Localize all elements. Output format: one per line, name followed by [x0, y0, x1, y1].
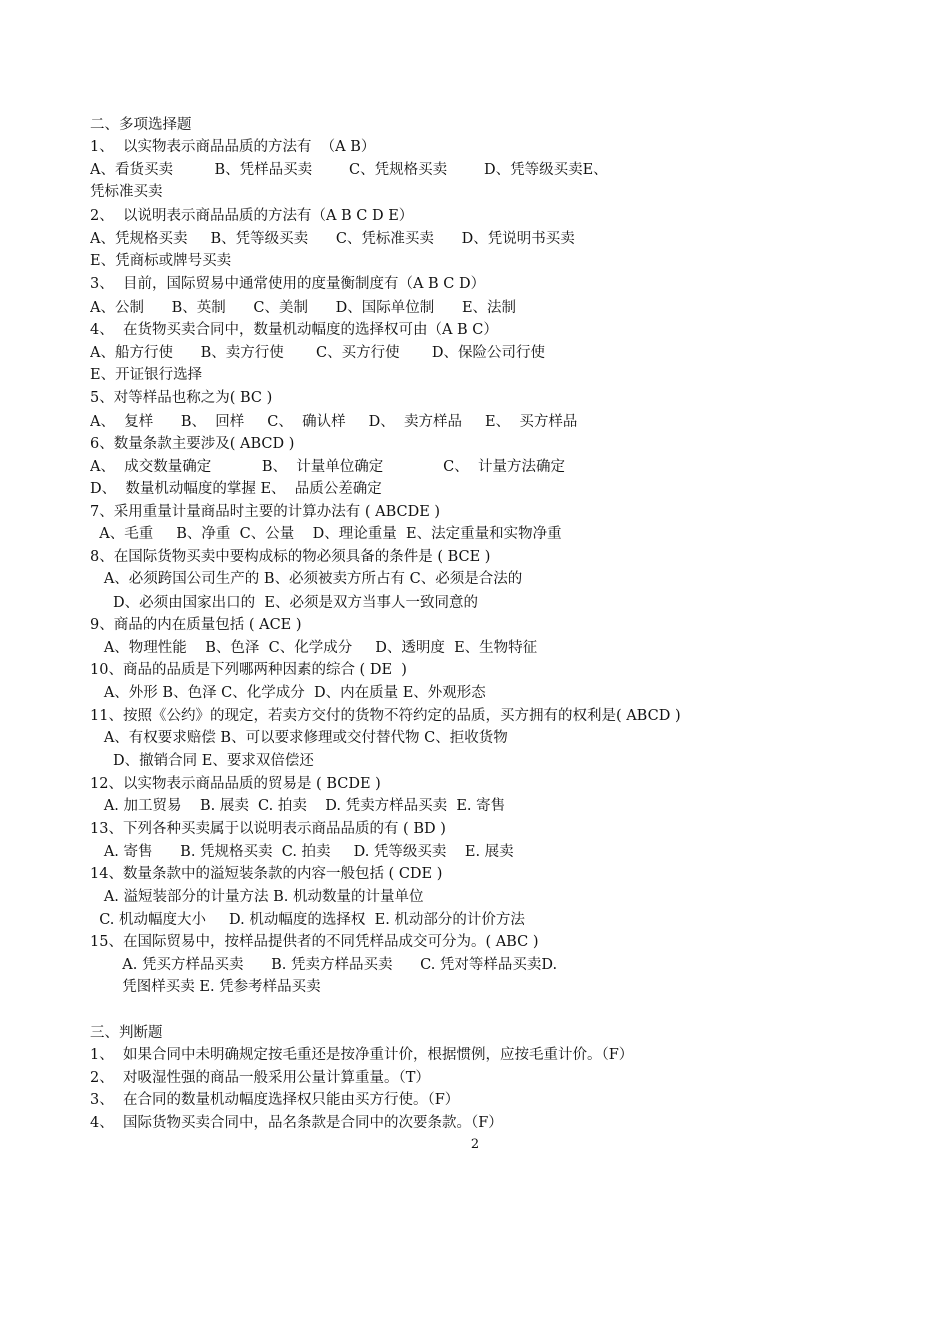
options-line: A、外形 B、色泽 C、化学成分 D、内在质量 E、外观形态: [90, 685, 486, 701]
options-line: 凭图样买卖 E. 凭参考样品买卖: [90, 979, 321, 995]
options-line: 凭标准买卖: [90, 184, 163, 200]
question-line: 1、 以实物表示商品品质的方法有 （A B）: [90, 139, 376, 155]
options-line: A、凭规格买卖 B、凭等级买卖 C、凭标准买卖 D、凭说明书买卖: [90, 231, 575, 247]
question-line: 5、对等样品也称之为( BC ): [90, 390, 273, 406]
question-line: 9、商品的内在质量包括 ( ACE ): [90, 617, 302, 633]
options-line: A、有权要求赔偿 B、可以要求修理或交付替代物 C、拒收货物: [90, 730, 508, 746]
section-heading-true-false: 三、判断题: [90, 1025, 163, 1041]
options-line: A、必须跨国公司生产的 B、必须被卖方所占有 C、必须是合法的: [90, 571, 523, 587]
question-line: 2、 以说明表示商品品质的方法有（A B C D E）: [90, 208, 414, 224]
page-number: 2: [470, 1137, 480, 1152]
options-line: A、看货买卖 B、凭样品买卖 C、凭规格买卖 D、凭等级买卖E、: [90, 162, 608, 178]
options-line: A、毛重 B、净重 C、公量 D、理论重量 E、法定重量和实物净重: [90, 526, 562, 542]
statement-line: 2、 对吸湿性强的商品一般采用公量计算重量。（T）: [90, 1070, 430, 1086]
question-line: 10、商品的品质是下列哪两种因素的综合 ( DE ): [90, 662, 407, 678]
options-line: D、 数量机动幅度的掌握 E、 品质公差确定: [90, 481, 382, 497]
options-line: A、 复样 B、 回样 C、 确认样 D、 卖方样品 E、 买方样品: [90, 414, 578, 430]
options-line: E、凭商标或牌号买卖: [90, 253, 232, 269]
question-line: 13、下列各种买卖属于以说明表示商品品质的有 ( BD ): [90, 821, 446, 837]
question-line: 3、 目前，国际贸易中通常使用的度量衡制度有（A B C D）: [90, 276, 486, 292]
statement-line: 3、 在合同的数量机动幅度选择权只能由买方行使。（F）: [90, 1092, 460, 1108]
section-heading-multiple-choice: 二、多项选择题: [90, 117, 192, 133]
statement-line: 4、 国际货物买卖合同中，品名条款是合同中的次要条款。（F）: [90, 1115, 503, 1131]
options-line: A. 寄售 B. 凭规格买卖 C. 拍卖 D. 凭等级买卖 E. 展卖: [90, 844, 514, 860]
options-line: C. 机动幅度大小 D. 机动幅度的选择权 E. 机动部分的计价方法: [90, 912, 525, 928]
options-line: A. 溢短装部分的计量方法 B. 机动数量的计量单位: [90, 889, 424, 905]
question-line: 4、 在货物买卖合同中，数量机动幅度的选择权可由（A B C）: [90, 322, 498, 338]
options-line: A、公制 B、英制 C、美制 D、国际单位制 E、法制: [90, 300, 517, 316]
question-line: 12、以实物表示商品品质的贸易是 ( BCDE ): [90, 776, 381, 792]
question-line: 14、数量条款中的溢短装条款的内容一般包括 ( CDE ): [90, 866, 443, 882]
options-line: A、 成交数量确定 B、 计量单位确定 C、 计量方法确定: [90, 459, 565, 475]
options-line: A、物理性能 B、色泽 C、化学成分 D、透明度 E、生物特征: [90, 640, 538, 656]
statement-line: 1、 如果合同中未明确规定按毛重还是按净重计价，根据惯例，应按毛重计价。（F）: [90, 1047, 634, 1063]
question-line: 15、在国际贸易中，按样品提供者的不同凭样品成交可分为。( ABC ): [90, 934, 539, 950]
options-line: E、开证银行选择: [90, 367, 203, 383]
question-line: 6、数量条款主要涉及( ABCD ): [90, 436, 295, 452]
options-line: A. 加工贸易 B. 展卖 C. 拍卖 D. 凭卖方样品买卖 E. 寄售: [90, 798, 506, 814]
question-line: 8、在国际货物买卖中要构成标的物必须具备的条件是 ( BCE ): [90, 549, 491, 565]
question-line: 11、按照《公约》的现定，若卖方交付的货物不符约定的品质，买方拥有的权利是( ABCD ): [90, 708, 681, 724]
options-line: D、撤销合同 E、要求双倍偿还: [90, 753, 314, 769]
options-line: D、必须由国家出口的 E、必须是双方当事人一致同意的: [90, 595, 478, 611]
question-line: 7、采用重量计量商品时主要的计算办法有 ( ABCDE ): [90, 504, 441, 520]
options-line: A、船方行使 B、卖方行使 C、买方行使 D、保险公司行使: [90, 345, 546, 361]
options-line: A. 凭买方样品买卖 B. 凭卖方样品买卖 C. 凭对等样品买卖D.: [90, 957, 558, 973]
